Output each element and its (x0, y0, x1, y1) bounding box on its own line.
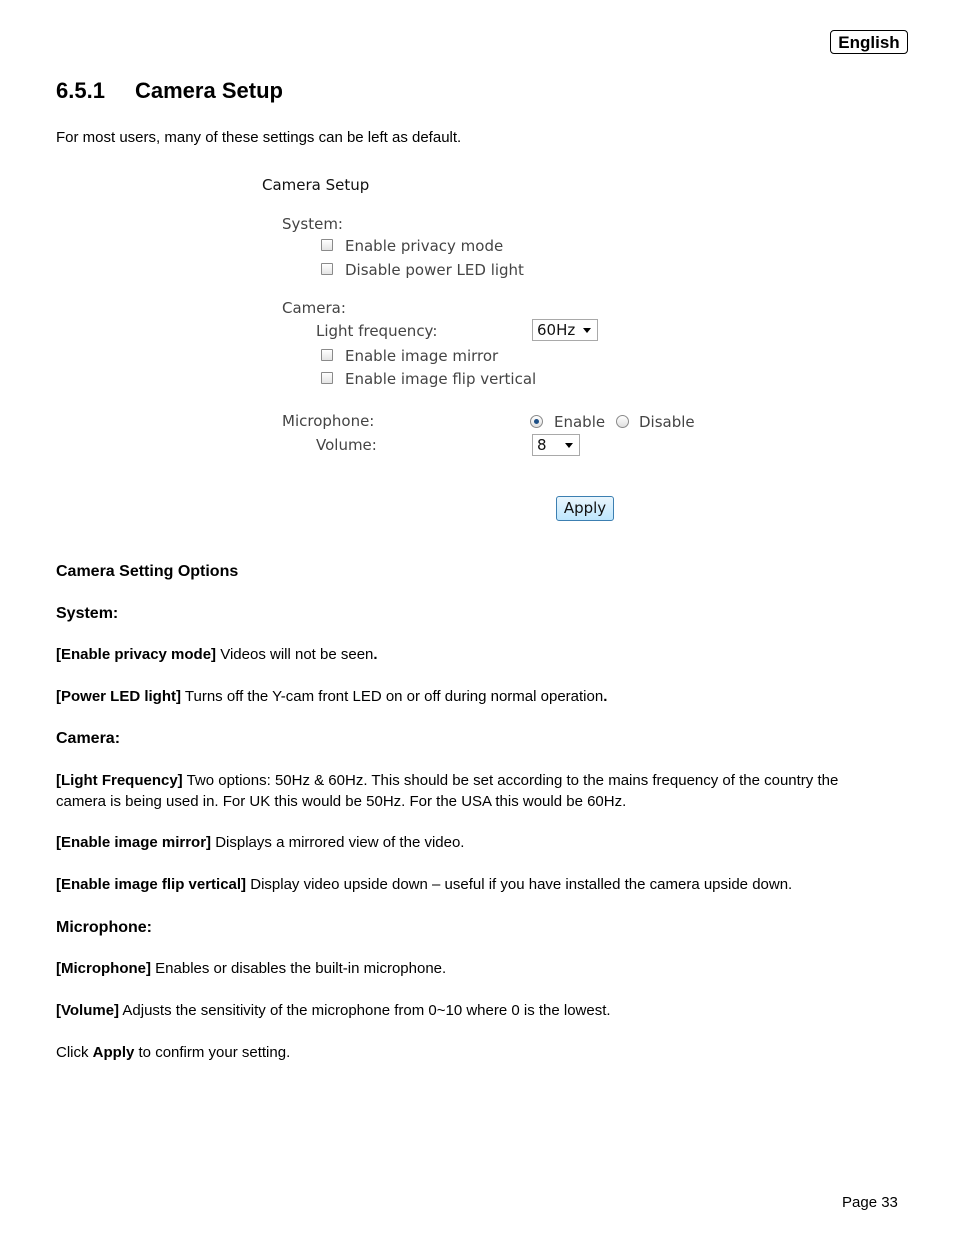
apply-instruction-suffix: to confirm your setting. (134, 1044, 291, 1061)
microphone-term: [Microphone] (56, 960, 151, 977)
image-flip-checkbox[interactable] (321, 372, 333, 384)
privacy-mode-checkbox[interactable] (321, 239, 333, 251)
power-led-label: Disable power LED light (345, 261, 524, 279)
volume-description (56, 1002, 611, 1019)
volume-term: [Volume] (56, 1002, 120, 1019)
system-heading: System: (56, 605, 119, 622)
privacy-mode-description: [Enable privacy mode] Videos will not be seen. (56, 646, 378, 663)
apply-instruction (56, 1044, 290, 1061)
microphone-heading: Microphone: (56, 919, 152, 936)
light-frequency-term: [Light Frequency] (56, 772, 183, 789)
microphone-description (56, 960, 446, 977)
chevron-down-icon (583, 328, 591, 333)
section-heading (56, 78, 283, 104)
mic-disable-label: Disable (639, 413, 695, 431)
camera-heading: Camera: (56, 730, 121, 747)
apply-instruction-keyword: Apply (92, 1044, 135, 1061)
volume-label: Volume: (316, 436, 377, 454)
intro-text: For most users, many of these settings can be left as default. (56, 129, 462, 146)
volume-value: 8 (537, 436, 547, 454)
volume-select[interactable] (532, 434, 580, 456)
language-badge: English (830, 30, 908, 54)
image-mirror-term: [Enable image mirror] (56, 834, 212, 851)
form-title: Camera Setup (262, 176, 370, 194)
power-led-term: [Power LED light] (56, 688, 181, 705)
mic-disable-radio[interactable] (616, 415, 629, 428)
microphone-text: Enables or disables the built-in microphone. (151, 960, 447, 977)
power-led-text: Turns off the Y-cam front LED on or off during normal operation (181, 688, 604, 705)
apply-instruction-prefix: Click (56, 1044, 93, 1061)
mic-enable-label: Enable (554, 413, 606, 431)
light-frequency-value: 60Hz (537, 321, 576, 339)
image-flip-term: [Enable image flip vertical] (56, 876, 247, 893)
mic-enable-radio[interactable] (530, 415, 543, 428)
power-led-description: [Power LED light] Turns off the Y-cam front LED on or off during normal operation. (56, 688, 608, 705)
power-led-checkbox[interactable] (321, 263, 333, 275)
light-frequency-description-2: camera is being used in. For UK this would be 50Hz. For the USA this would be 60Hz. (56, 793, 627, 810)
image-mirror-description (56, 834, 464, 851)
image-flip-text: Display video upside down – useful if you have installed the camera upside down. (246, 876, 793, 893)
image-mirror-label: Enable image mirror (345, 347, 499, 365)
image-mirror-checkbox[interactable] (321, 349, 333, 361)
section-title: Camera Setup (135, 78, 283, 103)
image-flip-description (56, 876, 792, 893)
light-frequency-description (56, 772, 838, 789)
options-heading: Camera Setting Options (56, 563, 239, 580)
light-frequency-label: Light frequency: (316, 322, 438, 340)
camera-label: Camera: (282, 299, 346, 317)
privacy-mode-text: Videos will not be seen (216, 646, 374, 663)
section-number: 6.5.1 (56, 78, 105, 103)
chevron-down-icon (565, 443, 573, 448)
light-frequency-text-1: Two options: 50Hz & 60Hz. This should be set according to the mains frequency of the country the (182, 772, 839, 789)
privacy-mode-label: Enable privacy mode (345, 237, 504, 255)
light-frequency-select[interactable] (532, 319, 598, 341)
volume-text: Adjusts the sensitivity of the microphone from 0~10 where 0 is the lowest. (119, 1002, 611, 1019)
page-number: Page 33 (842, 1194, 898, 1211)
apply-button[interactable]: Apply (556, 496, 614, 521)
privacy-mode-term: [Enable privacy mode] (56, 646, 217, 663)
microphone-label: Microphone: (282, 412, 375, 430)
image-flip-label: Enable image flip vertical (345, 370, 537, 388)
system-label: System: (282, 215, 343, 233)
image-mirror-text: Displays a mirrored view of the video. (211, 834, 465, 851)
